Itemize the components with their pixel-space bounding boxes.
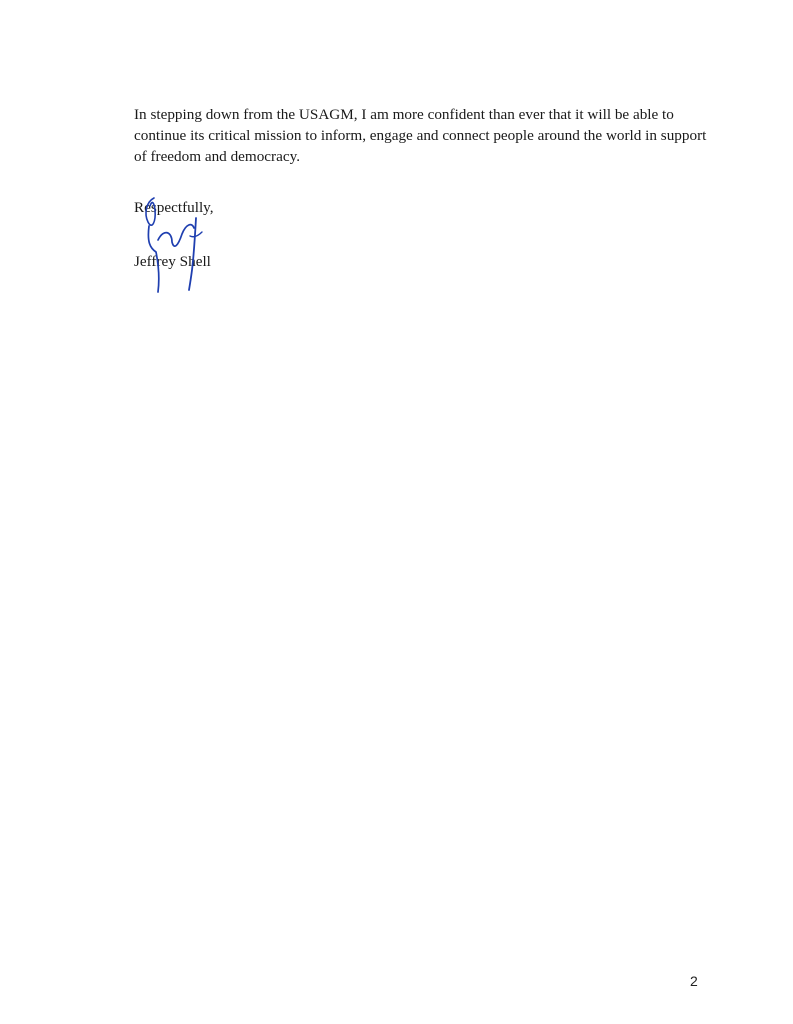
closing-salutation: Respectfully, <box>134 199 214 216</box>
page-number: 2 <box>690 973 698 989</box>
body-paragraph: In stepping down from the USAGM, I am more confident than ever that it will be able to continue its critical mission to inform, engage and connect people around the world in support of freedom and democracy. <box>134 106 707 165</box>
signer-name: Jeffrey Shell <box>134 253 211 270</box>
